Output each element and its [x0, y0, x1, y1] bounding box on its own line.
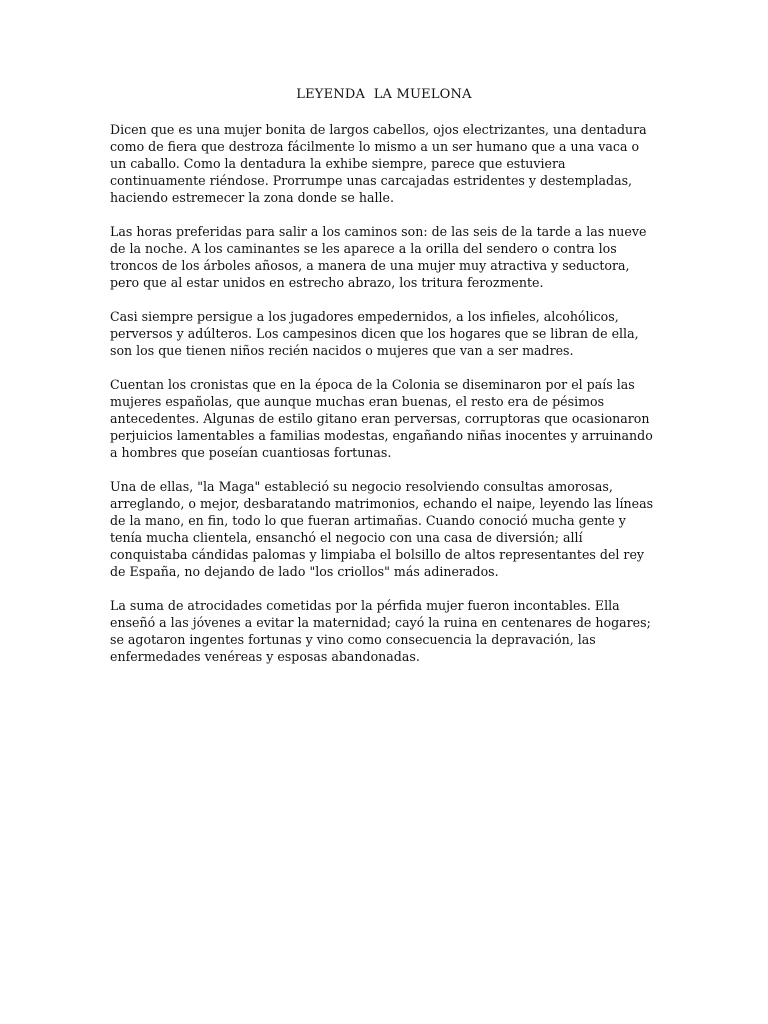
paragraph-4: Cuentan los cronistas que en la época de la Colonia se diseminaron por el país las mujeres españolas, que aunque muchas eran buenas, el resto era de pésimos antecedentes. Algunas de estilo gitano eran perversas, corruptoras que ocasionaron perjuicios lamentables a familias modestas, engañando niñas inocentes y arruinando a hombres que poseían cuantiosas fortunas. — [110, 377, 653, 460]
paragraph-5: Una de ellas, "la Maga" estableció su negocio resolviendo consultas amorosas, arreglando, o mejor, desbaratando matrimonios, echando el naipe, leyendo las líneas de la mano, en fin, todo lo que fueran artimañas. Cuando conoció mucha gente y tenía mucha clientela, ensanchó el negocio con una casa de diversión; allí conquistaba cándidas palomas y limpiaba el bolsillo de altos representantes del rey de España, no dejando de lado "los criollos" más adinerados. — [110, 479, 654, 579]
paragraph-3: Casi siempre persigue a los jugadores empedernidos, a los infieles, alcohólicos, perversos y adúlteros. Los campesinos dicen que los hogares que se libran de ella, son los que tienen niños recién nacidos o mujeres que van a ser madres. — [110, 309, 639, 358]
paragraph-1: Dicen que es una mujer bonita de largos cabellos, ojos electrizantes, una dentadura como de fiera que destroza fácilmente lo mismo a un ser humano que a una vaca o un caballo. Como la dentadura la exhibe siempre, parece que estuviera continuamente riéndose. Prorrumpe unas carcajadas estridentes y destempladas, haciendo estremecer la zona donde se halle. — [110, 122, 647, 205]
document-body — [110, 121, 658, 682]
document-title: LEYENDA LA MUELONA — [296, 87, 472, 102]
paragraph-2: Las horas preferidas para salir a los caminos son: de las seis de la tarde a las nueve de la noche. A los caminantes se les aparece a la orilla del sendero o contra los troncos de los árboles añosos, a manera de una mujer muy atractiva y seductora, pero que al estar unidos en estrecho abrazo, los tritura ferozmente. — [110, 224, 647, 290]
paragraph-6: La suma de atrocidades cometidas por la pérfida mujer fueron incontables. Ella enseñó a las jóvenes a evitar la maternidad; cayó la ruina en centenares de hogares; se agotaron ingentes fortunas y vino como consecuencia la depravación, las enfermedades venéreas y esposas abandonadas. — [110, 598, 651, 664]
